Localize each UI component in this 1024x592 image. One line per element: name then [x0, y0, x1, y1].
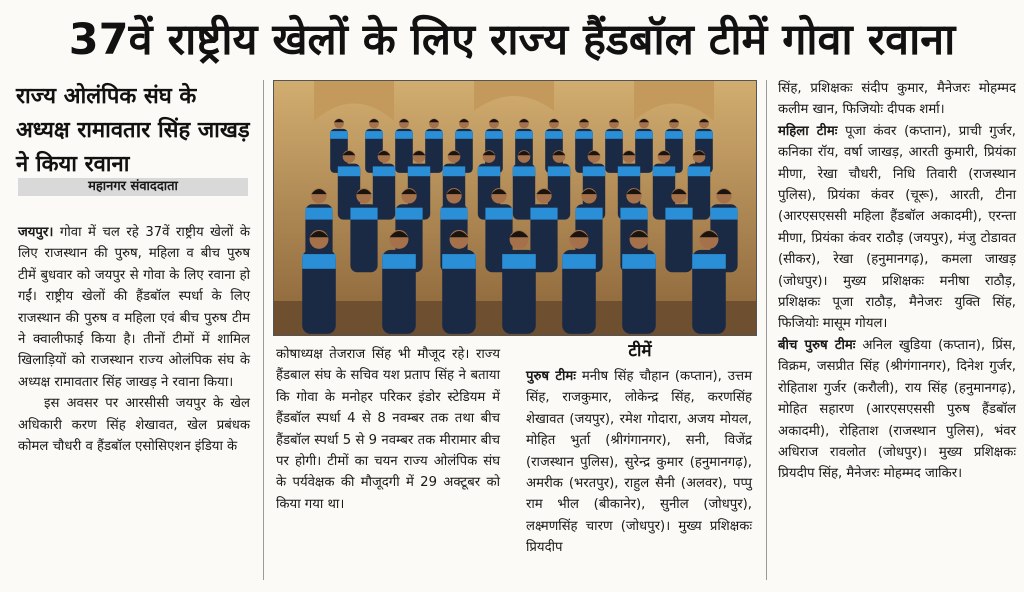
column-divider	[766, 80, 767, 580]
team-photo-illustration	[274, 81, 756, 335]
article-column-3	[526, 366, 752, 559]
beach-team-list: अनिल खुडिया (कप्तान), प्रिंस, विक्रम, जसप्रीत सिंह (श्रीगंगानगर), दिनेश गुर्जर, रोहिताश गुर्जर (करौली), राय सिंह (हनुमानगढ़), मोहित सहारण (आरएसएससी पुरुष हैंडबॉल अकादमी), रोहिताश (राजस्थान पुलिस), भंवर अधिराज रावलोत (जोधपुर)। मुख्य प्रशिक्षकः प्रियदीप सिंह, मैनेजरः मोहम्मद जाकिर।	[778, 337, 1016, 482]
article-column-2	[276, 344, 500, 515]
subheadline: राज्य ओलंपिक संघ के अध्यक्ष रामावतार सिंह जाखड़ ने किया रवाना	[16, 84, 250, 177]
paragraph: इस अवसर पर आरसीसी जयपुर के खेल अधिकारी करण सिंह शेखावत, खेल प्रबंधक कोमल चौधरी व हैंडबॉल एसोसिएशन इंडिया के	[18, 396, 250, 455]
column-divider	[263, 80, 264, 580]
article-column-4	[778, 78, 1016, 485]
team-photo	[273, 80, 757, 336]
byline: महानगर संवाददाता	[18, 178, 248, 196]
women-team-list: पूजा कंवर (कप्तान), प्राची गुर्जर, कनिका रॉय, वर्षा जाखड़, आरती कुमारी, प्रियंका मीणा, रेखा चौधरी, निधि तिवारी (राजस्थान पुलिस), प्रियंका कंवर (चूरू), आरती, टीना (आरएसएससी महिला हैंडबॉल अकादमी), एरन्ता मीणा, प्रियंका कंवर राठौड़ (जयपुर), मंजु टोडावत (सीकर), रेखा (हनुमानगढ़), कमला जाखड़ (जोधपुर)। मुख्य प्रशिक्षकः मनीषा राठौड़, प्रशिक्षकः पूजा राठौड़, मैनेजरः युक्ति सिंह, फिजियोः मासूम गोयल।	[778, 123, 1016, 332]
women-team-label: महिला टीमः	[778, 123, 838, 139]
men-team-label: पुरुष टीमः	[526, 369, 576, 384]
beach-team-label: बीच पुरुष टीमः	[778, 337, 856, 353]
paragraph: सिंह, प्रशिक्षकः संदीप कुमार, मैनेजरः मोहम्मद कलीम खान, फिजियोः दीपक शर्मा।	[778, 81, 1016, 118]
paragraph: कोषाध्यक्ष तेजराज सिंह भी मौजूद रहे। राज्य हैंडबाल संघ के सचिव यश प्रताप सिंह ने बताया कि गोवा के मनोहर परिकर इंडोर स्टेडियम में हैंडबॉल स्पर्धा 4 से 8 नवम्बर तक तथा बीच हैंडबॉल स्पर्धा 5 से 9 नवम्बर तक मीरामार बीच पर होगी। टीमों का चयन राज्य ओलंपिक संघ के पर्यवेक्षक की मौजूदगी में 29 अक्टूबर को किया गया था।	[276, 347, 500, 512]
headline: 37वें राष्ट्रीय खेलों के लिए राज्य हैंडबॉल टीमें गोवा रवाना	[68, 15, 956, 65]
men-team-list: मनीष सिंह चौहान (कप्तान), उत्तम सिंह, राजकुमार, लोकेन्द्र सिंह, करणसिंह शेखावत (जयपुर), रमेश गोदारा, अजय मोयल, मोहित भुर्ता (श्रीगंगानगर), सनी, विजेंद्र (राजस्थान पुलिस), सुरेन्द्र कुमार (हनुमानगढ़), अमरीक (भरतपुर), राहुल सैनी (अलवर), पप्पु राम भील (बीकानेर), सुनील (जोधपुर), लक्ष्मणसिंह चारण (जोधपुर)। मुख्य प्रशिक्षकः प्रियदीप	[526, 369, 752, 556]
teams-heading: टीमें	[628, 341, 652, 361]
paragraph: गोवा में चल रहे 37वें राष्ट्रीय खेलों के लिए राजस्थान की पुरुष, महिला व बीच पुरुष टीमें बुधवार को जयपुर से गोवा के लिए रवाना हो गईं। राष्ट्रीय खेलों की हैंडबॉल स्पर्धा के लिए राजस्थान की पुरुष व महिला एवं बीच पुरुष टीम ने क्वालीफाई किया है। तीनों टीमों में शामिल खिलाड़ियों को राजस्थान राज्य ओलंपिक संघ के अध्यक्ष रामावतार सिंह जाखड़ ने रवाना किया।	[18, 225, 250, 390]
dateline: जयपुर।	[18, 225, 54, 240]
article-column-1	[18, 222, 250, 457]
